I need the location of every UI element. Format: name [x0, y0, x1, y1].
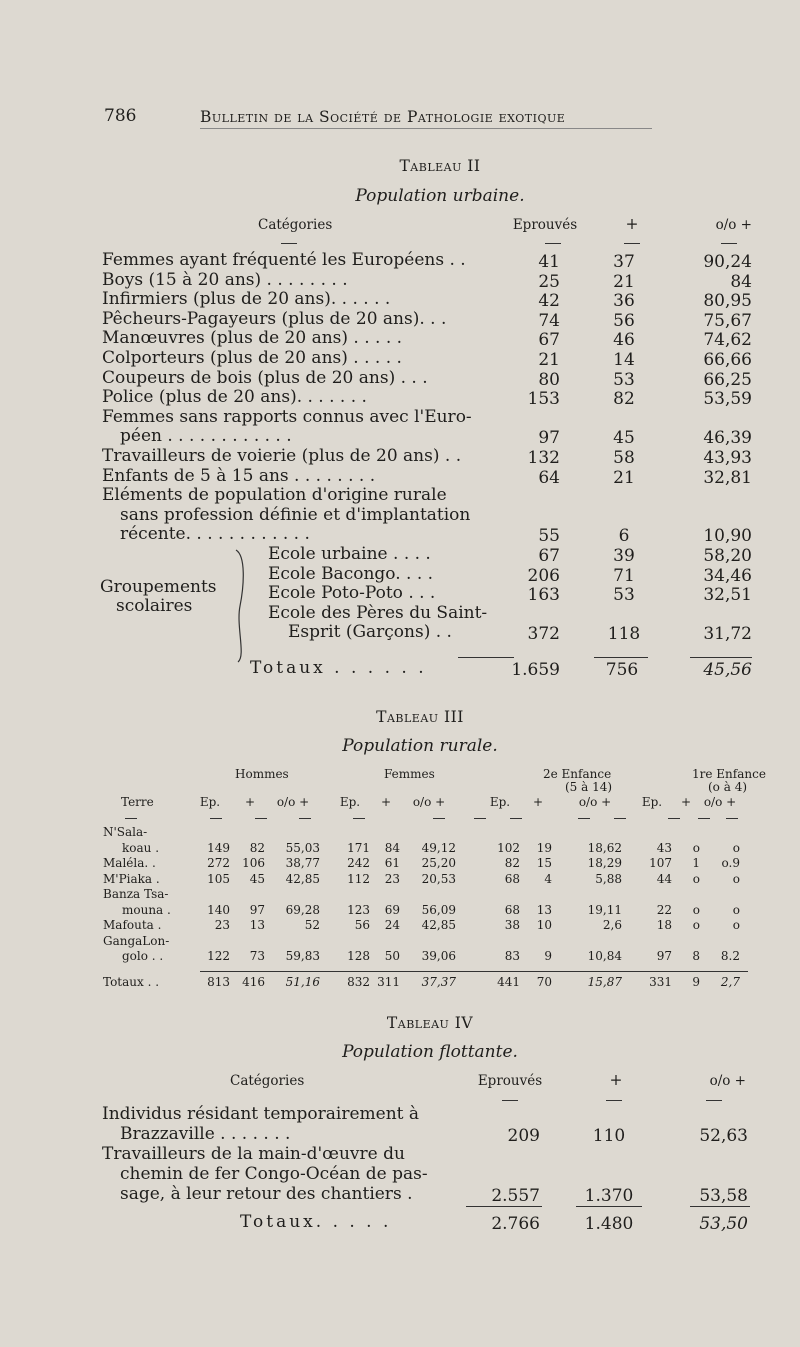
t2-row-pos: 37	[613, 252, 635, 272]
t2-row-pct: 75,67	[703, 310, 752, 331]
t3-total-value: 311	[377, 974, 400, 989]
t3-dash	[474, 818, 486, 819]
t3-row-value: 45	[249, 871, 265, 886]
t3-subcol: Ep.	[641, 795, 663, 809]
t3-row-value: 8	[692, 949, 700, 963]
t2-group-row-label: Esprit (Garçons) . .	[288, 622, 452, 643]
t2-total-rule	[690, 657, 752, 658]
t3-row-value: o	[692, 918, 700, 932]
t4-row-pct: 52,63	[699, 1126, 748, 1146]
t2-row-label: Pêcheurs-Pagayeurs (plus de 20 ans). . .	[102, 308, 447, 329]
t2-group-row-pos: 53	[613, 585, 635, 606]
t3-row-value: 43	[656, 840, 672, 855]
t3-row-value: 4	[544, 871, 552, 886]
t2-total-label: Totaux . . . . . .	[250, 658, 427, 678]
t3-row-value: 44	[656, 871, 672, 886]
t3-row-value: 272	[207, 856, 230, 870]
running-title: Bulletin de la Société de Pathologie exotique	[200, 108, 566, 126]
tableau4-title: Tableau IV	[386, 1014, 474, 1032]
t3-row-value: 105	[207, 871, 230, 886]
t3-total-rule	[200, 971, 748, 972]
t3-row-value: 49,12	[421, 840, 456, 855]
t2-row-ep: 41	[538, 252, 560, 272]
t3-row-value: 106	[242, 856, 265, 870]
t3-row-terre: GangaLon-	[103, 933, 170, 948]
t2-group-row-pct: 58,20	[703, 546, 752, 566]
t3-row-value: 39,06	[421, 949, 456, 963]
t3-dash	[433, 818, 445, 819]
t3-row-value: 82	[249, 840, 265, 855]
t4-total-rule	[466, 1206, 542, 1207]
t2-row-label: Coupeurs de bois (plus de 20 ans) . . .	[102, 367, 428, 388]
t2-dash	[624, 243, 640, 244]
t2-row-label: Police (plus de 20 ans). . . . . . .	[102, 387, 367, 408]
t3-row-value: 22	[656, 902, 672, 917]
t2-col-percent: o/o +	[715, 217, 752, 233]
t2-group-row-pct: 34,46	[703, 565, 752, 586]
t3-row-value: 123	[347, 902, 370, 917]
t2-row-pos: 21	[613, 467, 635, 488]
t3-subcol: +	[380, 795, 392, 809]
t3-subcol: +	[532, 795, 544, 809]
t2-row-pct: 90,24	[703, 252, 752, 272]
t3-total-value: 51,16	[285, 974, 320, 989]
t3-group-2e-enfance: 2e Enfance	[543, 767, 612, 781]
t2-group-row-label: Ecole Bacongo. . . .	[268, 563, 434, 584]
t3-subcol: o/o +	[578, 795, 612, 809]
page-number: 786	[104, 106, 137, 126]
t2-row-label: Colporteurs (plus de 20 ans) . . . . .	[102, 348, 402, 368]
t3-subcol: o/o +	[703, 795, 737, 809]
t3-total-label: Totaux . .	[103, 974, 160, 989]
t3-row-value: o	[732, 902, 740, 917]
t2-row-label: Manœuvres (plus de 20 ans) . . . . .	[102, 328, 403, 349]
t4-row-pos: 110	[592, 1126, 626, 1146]
t2-group-row-ep: 206	[527, 565, 560, 586]
t3-row-value: 107	[649, 856, 672, 870]
t3-row-value: 8.2	[720, 949, 740, 963]
t4-col-categories: Catégories	[230, 1073, 305, 1089]
t3-row-value: 122	[207, 949, 230, 963]
t3-row-value: 56	[354, 918, 370, 932]
t3-subcol: +	[680, 795, 692, 809]
t4-total-label: Totaux. . . . .	[240, 1212, 392, 1232]
t3-row-value: 13	[536, 902, 552, 917]
t3-row-value: 242	[347, 856, 370, 870]
t2-row-label: sans profession définie et d'implantation	[120, 504, 471, 525]
t3-row-value: 69,28	[285, 902, 320, 917]
t3-row-value: 19,11	[587, 902, 622, 917]
t3-row-value: o	[732, 918, 740, 932]
t3-row-value: 15	[536, 856, 552, 870]
t3-subcol: o/o +	[276, 795, 310, 809]
t2-group-label: Groupements scolaires	[100, 577, 217, 616]
t3-row-value: 42,85	[285, 871, 320, 886]
t3-row-value: 128	[347, 949, 370, 963]
t4-row-ep: 209	[507, 1126, 540, 1146]
t3-row-value: 5,88	[595, 871, 622, 886]
t3-group-1re-range: (o à 4)	[708, 780, 748, 794]
t3-row-value: 82	[504, 856, 520, 870]
t2-row-pos: 14	[613, 350, 635, 370]
t3-row-value: 68	[504, 902, 520, 917]
tableau2-subtitle: Population urbaine.	[355, 186, 525, 206]
t3-row-value: 23	[384, 871, 400, 886]
t2-row-label: Femmes ayant fréquenté les Européens . .	[102, 250, 466, 270]
t2-total-pos: 756	[605, 660, 639, 680]
t3-total-value: 832	[347, 974, 370, 989]
t3-dash	[299, 818, 311, 819]
t3-total-value: 416	[242, 974, 265, 989]
t3-row-value: o	[692, 840, 700, 855]
t2-group-row-label: Ecole urbaine . . . .	[268, 544, 431, 564]
t3-total-value: 9	[692, 974, 700, 989]
t3-row-value: 38,77	[285, 856, 320, 870]
t4-col-positive: +	[609, 1071, 623, 1089]
t3-dash	[210, 818, 222, 819]
t3-row-value: 73	[249, 949, 265, 963]
t3-row-value: 171	[347, 840, 370, 855]
t2-row-label: Infirmiers (plus de 20 ans). . . . . .	[102, 289, 391, 310]
t3-row-terre: golo . .	[122, 949, 164, 963]
t2-group-row-pos: 39	[613, 546, 635, 566]
t3-row-value: o	[692, 871, 700, 886]
t2-row-pct: 80,95	[703, 291, 752, 312]
t4-dash	[606, 1100, 622, 1101]
t3-dash	[510, 818, 522, 819]
t4-dash	[502, 1100, 518, 1101]
t3-row-value: o	[732, 871, 740, 886]
t2-row-label: Travailleurs de voierie (plus de 20 ans) . .	[102, 446, 462, 466]
t2-row-pos: 45	[613, 428, 635, 449]
t3-subcol: Ep.	[339, 795, 361, 809]
t4-row-label: sage, à leur retour des chantiers .	[120, 1184, 413, 1204]
t4-row-pos: 1.370	[584, 1186, 634, 1206]
t2-row-ep: 67	[538, 330, 560, 351]
t2-group-row-label: Ecole des Pères du Saint-	[268, 602, 488, 623]
t2-group-row-pos: 71	[613, 565, 635, 586]
t2-row-ep: 64	[538, 467, 560, 488]
t3-group-femmes: Femmes	[384, 767, 435, 781]
t2-dash	[721, 243, 737, 244]
t2-group-row-pct: 31,72	[703, 624, 752, 645]
t2-row-pos: 46	[613, 330, 635, 351]
t2-col-categories: Catégories	[258, 217, 333, 233]
t3-row-value: 24	[384, 918, 400, 932]
t3-total-value: 37,37	[421, 974, 456, 989]
t2-row-pct: 46,39	[703, 428, 752, 449]
t2-row-label: Femmes sans rapports connus avec l'Euro-	[102, 406, 472, 427]
t3-row-value: 13	[249, 918, 265, 932]
t3-subcol-terre: Terre	[121, 795, 154, 809]
t2-group-row-ep: 163	[527, 585, 560, 606]
t3-row-value: 97	[249, 902, 265, 917]
tableau3-title: Tableau III	[376, 708, 464, 726]
t2-row-pct: 84	[730, 271, 752, 292]
t2-row-pos: 53	[613, 369, 635, 390]
t3-dash	[578, 818, 590, 819]
t3-dash	[255, 818, 267, 819]
t3-row-value: 149	[207, 840, 230, 855]
t3-row-value: 23	[214, 918, 230, 932]
t2-row-ep: 132	[527, 448, 560, 468]
header-underline	[200, 128, 652, 129]
t2-col-eprouves: Eprouvés	[512, 217, 578, 233]
t3-row-terre: M'Piaka .	[103, 871, 160, 886]
t3-row-terre: mouna .	[122, 902, 171, 917]
t3-row-value: o.9	[721, 856, 740, 870]
t3-row-value: 97	[656, 949, 672, 963]
t3-total-value: 813	[207, 974, 230, 989]
t3-row-value: 19	[536, 840, 552, 855]
t3-row-value: 2,6	[602, 918, 622, 932]
t2-row-ep: 153	[527, 389, 560, 410]
t2-row-pct: 74,62	[703, 330, 752, 351]
t3-subcol: o/o +	[412, 795, 446, 809]
t3-row-value: 10	[536, 918, 552, 932]
t4-col-percent: o/o +	[709, 1073, 746, 1089]
t3-row-value: o	[732, 840, 740, 855]
t3-row-value: 18,29	[587, 856, 622, 870]
t3-row-terre: N'Sala-	[103, 825, 148, 839]
t2-row-pct: 66,25	[703, 369, 752, 390]
t3-total-value: 70	[536, 974, 552, 989]
t2-row-pct: 43,93	[703, 448, 752, 468]
t3-row-value: 102	[497, 840, 520, 855]
t3-row-value: 9	[544, 949, 552, 963]
t2-dash	[545, 243, 561, 244]
t3-row-value: 61	[384, 856, 400, 870]
t3-dash	[353, 818, 365, 819]
t3-row-value: 38	[504, 918, 520, 932]
t3-row-value: 18	[656, 918, 672, 932]
t2-group-row-label: Ecole Poto-Poto . . .	[268, 583, 436, 604]
t3-group-1re-enfance: 1re Enfance	[692, 767, 766, 781]
t4-total-rule	[576, 1206, 642, 1207]
t4-dash	[706, 1100, 722, 1101]
t3-row-value: 1	[692, 856, 700, 870]
t3-row-value: 69	[384, 902, 400, 917]
t2-row-pct: 10,90	[703, 526, 752, 547]
t3-row-terre: Mafouta .	[103, 918, 162, 932]
t3-row-value: 42,85	[421, 918, 456, 932]
t3-row-value: 25,20	[421, 856, 456, 870]
t4-total-pct: 53,50	[699, 1214, 748, 1234]
t3-row-value: 59,83	[285, 949, 320, 963]
t3-total-value: 15,87	[587, 974, 622, 989]
t3-row-value: 83	[504, 949, 520, 963]
t3-total-value: 331	[649, 974, 672, 989]
t2-row-ep: 55	[538, 526, 560, 547]
t3-row-terre: koau .	[122, 840, 160, 855]
t2-group-row-ep: 67	[538, 546, 560, 566]
t3-row-terre: Maléla. .	[103, 856, 156, 870]
t4-row-label: chemin de fer Congo-Océan de pas-	[120, 1164, 428, 1184]
t2-row-label: Eléments de population d'origine rurale	[102, 485, 447, 506]
t4-row-label: Individus résidant temporairement à	[102, 1104, 420, 1124]
t2-row-pct: 53,59	[703, 389, 752, 410]
t3-row-value: 140	[207, 902, 230, 917]
t2-row-ep: 74	[538, 310, 560, 331]
t2-total-rule	[458, 657, 514, 658]
t3-row-value: 56,09	[421, 902, 456, 917]
t3-group-hommes: Hommes	[235, 767, 289, 781]
t2-row-pos: 21	[613, 271, 635, 292]
t2-row-ep: 80	[538, 369, 560, 390]
t3-row-value: 10,84	[587, 949, 622, 963]
t2-row-pct: 32,81	[703, 467, 752, 488]
t2-row-label: Boys (15 à 20 ans) . . . . . . . .	[102, 269, 348, 290]
t3-subcol: Ep.	[489, 795, 511, 809]
t2-total-pct: 45,56	[703, 660, 752, 680]
t2-row-pos: 82	[613, 389, 635, 410]
t3-row-terre: Banza Tsa-	[103, 887, 169, 901]
t3-row-value: o	[692, 902, 700, 917]
t3-dash	[125, 818, 137, 819]
t4-row-label: Travailleurs de la main-d'œuvre du	[102, 1144, 405, 1164]
t3-total-value: 441	[497, 974, 520, 989]
t2-group-row-pos: 118	[607, 624, 641, 645]
t3-dash	[668, 818, 680, 819]
t2-row-ep: 97	[538, 428, 560, 449]
t2-group-row-ep: 372	[527, 624, 560, 645]
t2-group-brace	[232, 546, 256, 666]
tableau4-subtitle: Population flottante.	[342, 1042, 518, 1062]
t2-row-ep: 25	[538, 271, 560, 292]
t3-row-value: 55,03	[285, 840, 320, 855]
tableau2-title: Tableau II	[399, 157, 481, 175]
t2-total-ep: 1.659	[511, 660, 560, 680]
t3-dash	[614, 818, 626, 819]
t2-col-positive: +	[625, 215, 639, 233]
t4-row-label: Brazzaville . . . . . . .	[120, 1124, 291, 1144]
tableau3-subtitle: Population rurale.	[342, 736, 498, 756]
t3-dash	[698, 818, 710, 819]
t4-total-rule	[690, 1206, 750, 1207]
t4-col-eprouves: Eprouvés	[477, 1073, 543, 1089]
t2-row-pos: 6	[618, 526, 630, 547]
t2-row-label: récente. . . . . . . . . . . .	[120, 524, 310, 545]
t3-row-value: 52	[304, 918, 320, 932]
t3-subcol: Ep.	[199, 795, 221, 809]
t2-row-ep: 42	[538, 291, 560, 312]
t3-row-value: 112	[347, 871, 370, 886]
t3-row-value: 20,53	[421, 871, 456, 886]
t3-row-value: 18,62	[587, 840, 622, 855]
t3-group-2e-range: (5 à 14)	[565, 780, 613, 794]
t3-total-value: 2,7	[720, 974, 740, 989]
t2-group-row-pct: 32,51	[703, 585, 752, 606]
t2-row-pos: 56	[613, 310, 635, 331]
t4-row-ep: 2.557	[491, 1186, 540, 1206]
t4-total-pos: 1.480	[584, 1214, 634, 1234]
t2-row-pos: 58	[613, 448, 635, 468]
t2-row-pct: 66,66	[703, 350, 752, 370]
t3-row-value: 84	[384, 840, 400, 855]
t2-total-rule	[594, 657, 648, 658]
t2-row-label: péen . . . . . . . . . . . .	[120, 426, 292, 447]
t4-row-pct: 53,58	[699, 1186, 748, 1206]
t3-subcol: +	[244, 795, 256, 809]
t2-row-label: Enfants de 5 à 15 ans . . . . . . . .	[102, 465, 376, 486]
t4-total-ep: 2.766	[491, 1214, 540, 1234]
t2-dash	[281, 243, 297, 244]
t3-row-value: 50	[384, 949, 400, 963]
t3-dash	[726, 818, 738, 819]
t3-row-value: 68	[504, 871, 520, 886]
t2-row-pos: 36	[613, 291, 635, 312]
t2-row-ep: 21	[538, 350, 560, 370]
